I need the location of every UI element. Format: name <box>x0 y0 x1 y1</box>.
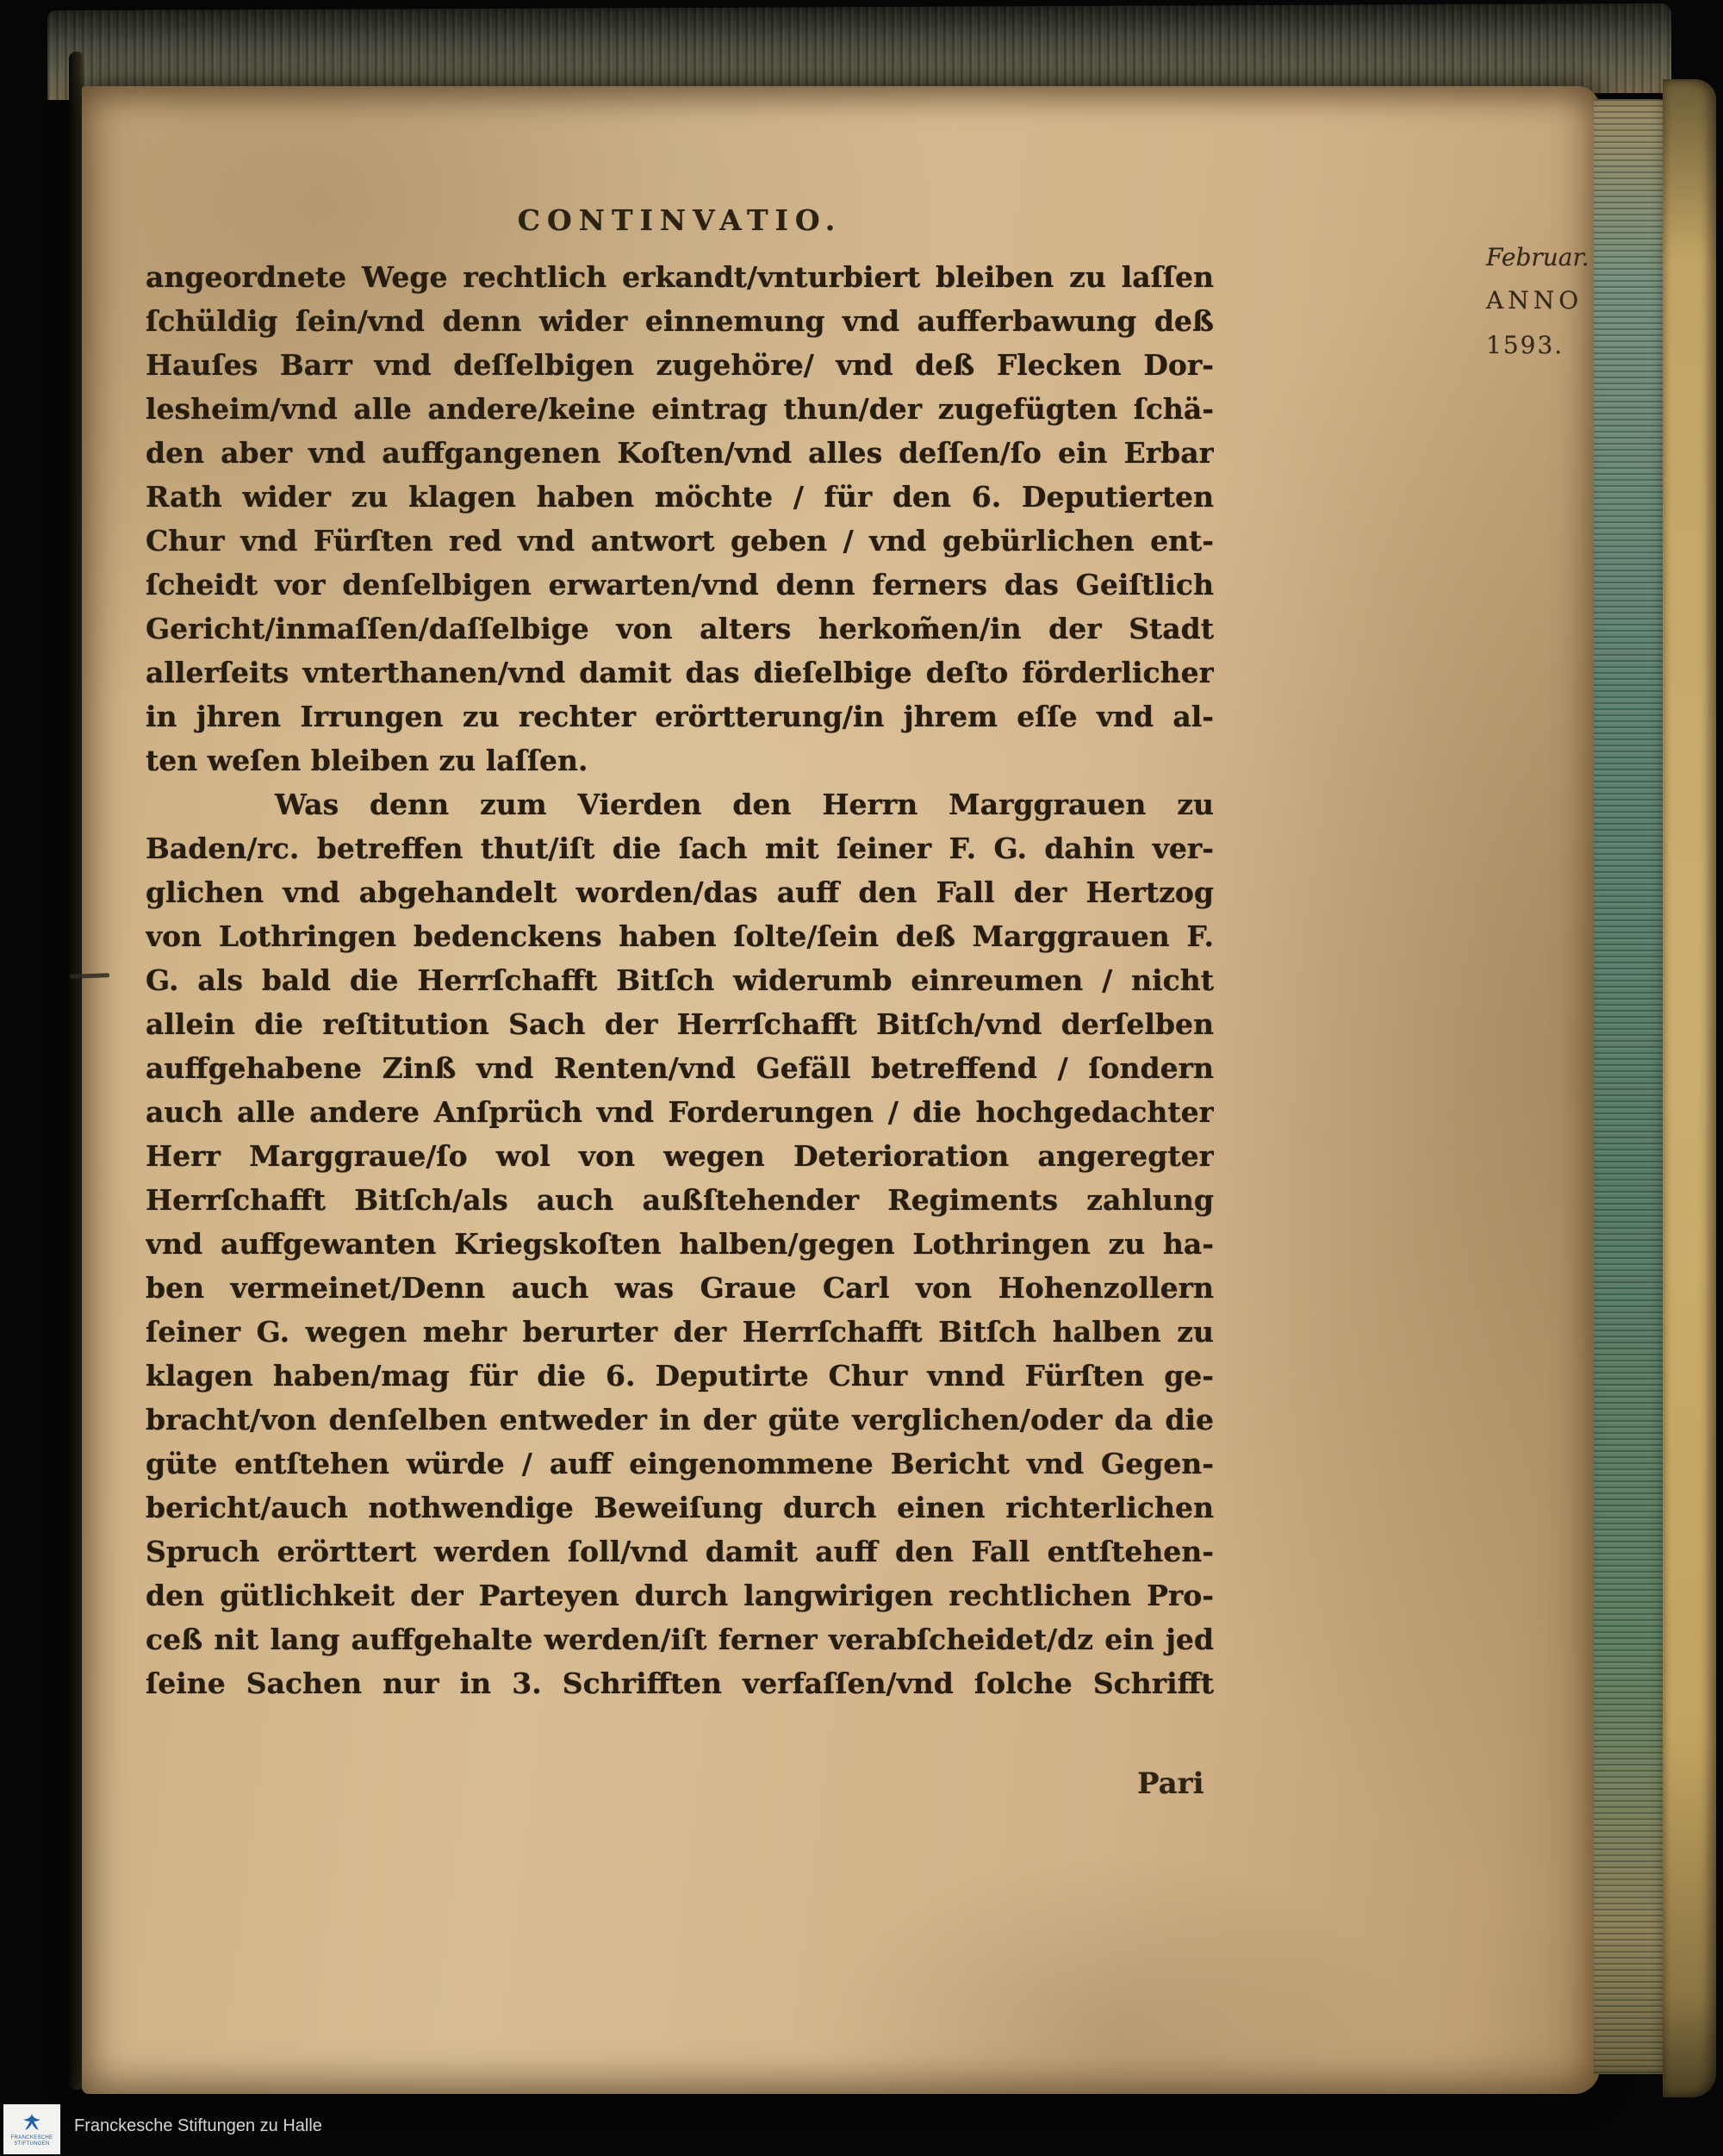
text-line: bericht/auch nothwendige Beweiſung durch einen richterlichen <box>146 1491 1214 1524</box>
text-line: lesheim/vnd alle andere/keine eintrag thun/der zugefügten ſchä- <box>146 392 1214 426</box>
paragraph-1 <box>146 255 1214 782</box>
text-line: Herrſchafft Bitſch/als auch außſtehender Regiments zahlung <box>146 1183 1214 1217</box>
book-page <box>82 86 1600 2094</box>
running-header: CONTINVATIO. <box>517 203 843 237</box>
franckesche-stiftungen-logo <box>3 2104 60 2154</box>
text-line: allein die reſtitution Sach der Herrſchafft Bitſch/vnd derſelben <box>146 1007 1214 1041</box>
margin-note-year: 1593. <box>1486 331 1564 359</box>
margin-note-month: Februar. <box>1486 243 1589 271</box>
text-line: Baden/rc. betreffen thut/iſt die ſach mit ſeiner F. G. dahin ver- <box>146 832 1214 865</box>
text-line: ten weſen bleiben zu laſſen. <box>146 744 588 777</box>
text-line: von Lothringen bedenckens haben ſolte/ſein deß Marggrauen F. <box>146 919 1214 953</box>
paragraph-2 <box>146 782 1214 1705</box>
library-watermark <box>0 2101 1723 2156</box>
page-block-fore-edge <box>1594 99 1670 2074</box>
margin-note-anno: ANNO <box>1486 286 1583 315</box>
text-line: allerſeits vnterthanen/vnd damit das dieſelbige deſto förderlicher <box>146 656 1214 689</box>
text-line: Chur vnd Fürſten red vnd antwort geben / vnd gebürlichen ent- <box>146 524 1214 558</box>
text-line: ſcheidt vor denſelbigen erwarten/vnd denn ferners das Geiſtlich <box>146 568 1214 601</box>
text-line: ſeine Sachen nur in 3. Schrifften verfaſſen/vnd ſolche Schrifft <box>146 1667 1214 1700</box>
text-line: den aber vnd auffgangenen Koſten/vnd alles deſſen/ſo ein Erbar <box>146 436 1214 470</box>
text-line: bracht/von denſelben entweder in der güte verglichen/oder da die <box>146 1403 1214 1436</box>
text-line: ſeiner G. wegen mehr berurter der Herrſchafft Bitſch halben zu <box>146 1315 1214 1349</box>
institution-label: Franckesche Stiftungen zu Halle <box>74 2116 322 2135</box>
text-line: Rath wider zu klagen haben möchte / für den 6. Deputierten <box>146 480 1214 514</box>
text-line: klagen haben/mag für die 6. Deputirte Chur vnnd Fürſten ge- <box>146 1359 1214 1393</box>
text-line: auffgehabene Zinß vnd Renten/vnd Gefäll betreffend / ſondern <box>146 1051 1214 1085</box>
eagle-sun-icon <box>16 2112 48 2134</box>
catchword: Pari <box>1137 1767 1204 1801</box>
logo-caption: FRANCKESCHE STIFTUNGEN <box>10 2134 53 2147</box>
text-line: G. als bald die Herrſchafft Bitſch widerumb einreumen / nicht <box>146 963 1214 997</box>
text-line: Spruch erörttert werden ſoll/vnd damit auff den Fall entſtehen- <box>146 1535 1214 1568</box>
text-line: Was denn zum Vierden den Herrn Marggrauen zu <box>275 788 1214 821</box>
text-line: ceß nit lang auffgehalte werden/iſt ferner verabſcheidet/dz ein jed <box>146 1623 1214 1656</box>
vellum-cover-edge <box>1663 79 1716 2097</box>
text-line: güte entſtehen würde / auff eingenommene Bericht vnd Gegen- <box>146 1447 1214 1480</box>
text-line: den gütlichkeit der Parteyen durch langwirigen rechtlichen Pro- <box>146 1579 1214 1612</box>
text-line: angeordnete Wege rechtlich erkandt/vnturbiert bleiben zu laſſen <box>146 260 1214 294</box>
text-line: vnd auffgewanten Kriegskoſten halben/gegen Lothringen zu ha- <box>146 1227 1214 1261</box>
text-line: glichen vnd abgehandelt worden/das auff den Fall der Hertzog <box>146 875 1214 909</box>
text-line: Gericht/inmaſſen/daſſelbige von alters herkom̃en/in der Stadt <box>146 612 1214 645</box>
text-line: ſchüldig ſein/vnd denn wider einnemung vnd aufferbawung deß <box>146 304 1214 338</box>
text-line: ben vermeinet/Denn auch was Graue Carl von Hohenzollern <box>146 1271 1214 1305</box>
text-line: auch alle andere Anſprüch vnd Forderungen / die hochgedachter <box>146 1095 1214 1129</box>
body-text <box>146 255 1214 1705</box>
text-line: Hauſes Barr vnd deſſelbigen zugehöre/ vnd deß Flecken Dor- <box>146 348 1214 382</box>
text-line: Herr Marggraue/ſo wol von wegen Deterioration angeregter <box>146 1139 1214 1173</box>
text-line: in jhren Irrungen zu rechter erörtterung/in jhrem eſſe vnd al- <box>146 700 1214 733</box>
margin-mark <box>70 973 109 979</box>
